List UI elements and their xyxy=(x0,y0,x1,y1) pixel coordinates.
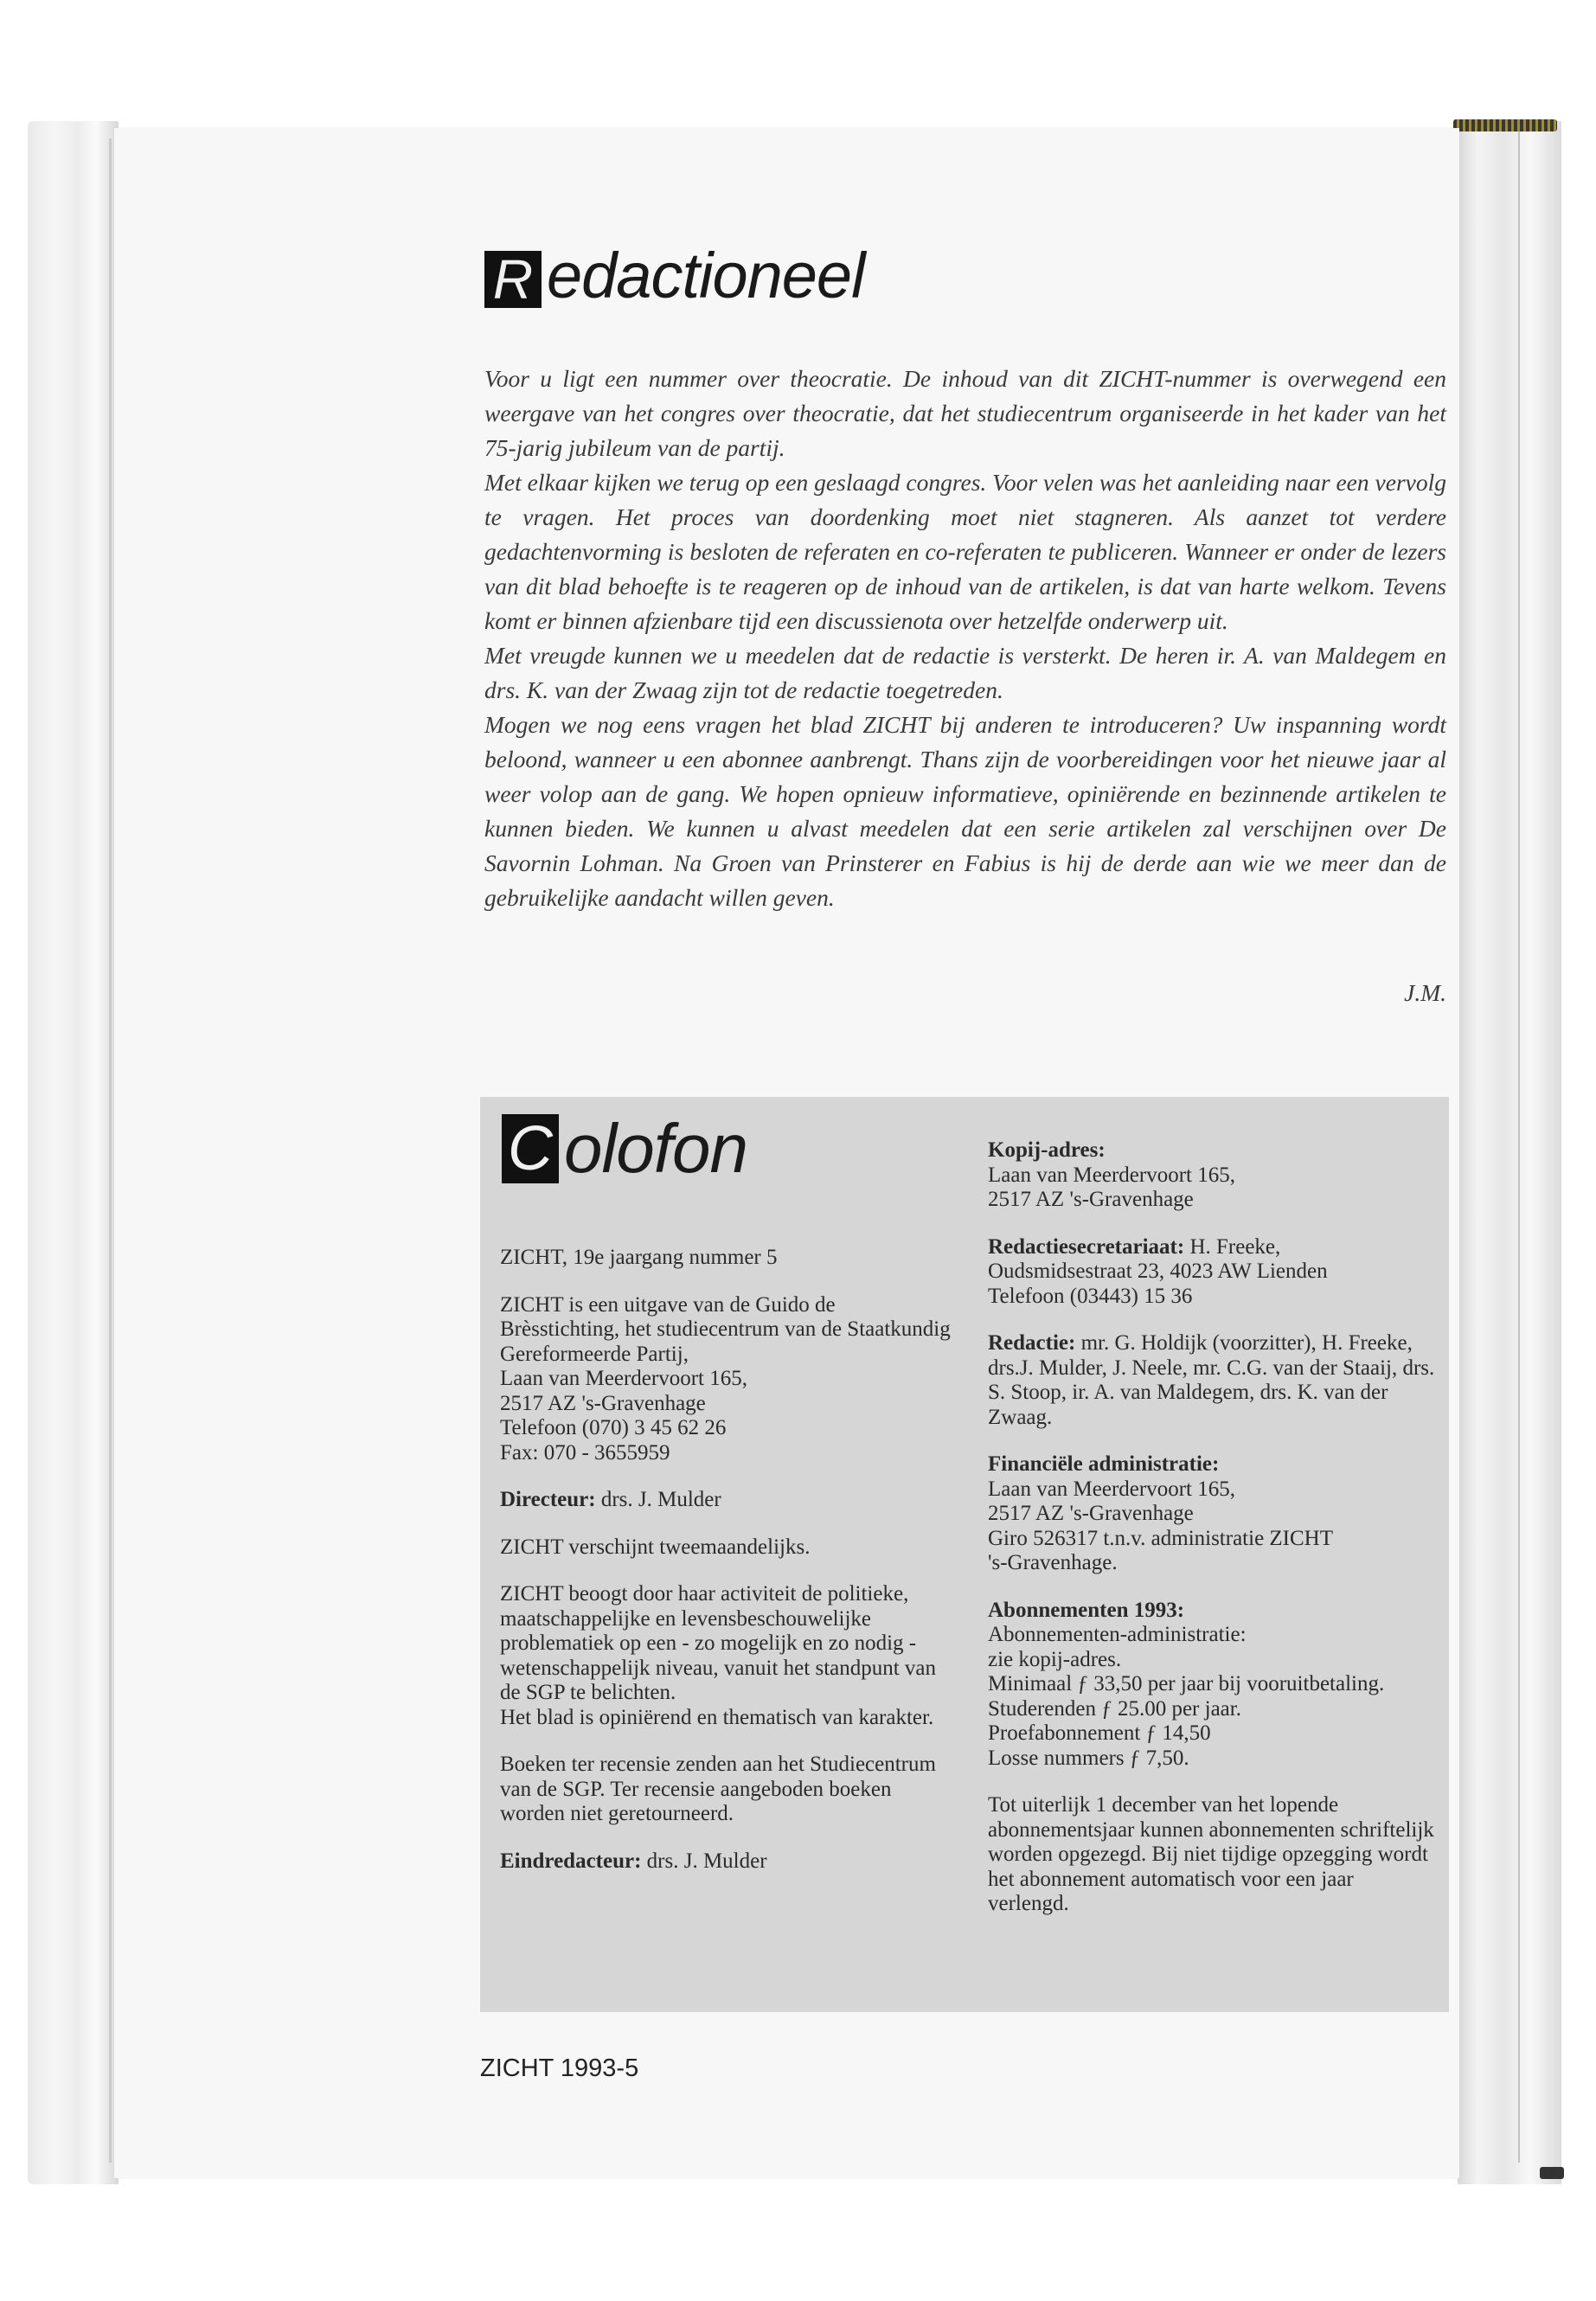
colofon-books: Boeken ter recensie zenden aan het Studiecentrum van de SGP. Ter recensie aangeboden boeken worden niet geretourneerd. xyxy=(500,1753,936,1825)
redactie-value: mr. G. Holdijk (voorzitter), H. Freeke, drs.J. Mulder, J. Neele, mr. C.G. van der Staaij, drs. S. Stoop, ir. A. van Maldegem, drs. K. van der Zwaag. xyxy=(988,1331,1435,1429)
director-label: Directeur: xyxy=(500,1488,596,1511)
subs-value: Abonnementen-administratie: zie kopij-adres. Minimaal ƒ 33,50 per jaar bij vooruitbetaling. Studerenden ƒ 25.00 per jaar. Proefabonnement ƒ 14,50 Losse nummers ƒ 7,50. xyxy=(988,1623,1385,1770)
binding-spine xyxy=(1453,119,1557,131)
redactie-label: Redactie: xyxy=(988,1331,1076,1355)
colofon-left-column xyxy=(500,1246,958,1896)
kopij-value: Laan van Meerdervoort 165, 2517 AZ 's-Gravenhage xyxy=(988,1163,1235,1211)
colofon-redactie xyxy=(988,1331,1438,1430)
redactioneel-title-rest: edactioneel xyxy=(547,240,865,311)
colofon-editor xyxy=(500,1849,958,1875)
page-stack-left-line xyxy=(109,138,112,2163)
editor-label: Eindredacteur: xyxy=(500,1849,642,1873)
colofon-publisher: ZICHT is een uitgave van de Guido de Brèsstichting, het studiecentrum van de Staatkundig Gereformeerde Partij, Laan van Meerdervoort 165, 2517 AZ 's-Gravenhage Telefoon (070) 3 45 62 26 Fax: 070 - 3655959 xyxy=(500,1292,951,1465)
editorial-signature: J.M. xyxy=(1404,979,1446,1006)
colofon-aim: ZICHT beoogt door haar activiteit de politieke, maatschappelijke en levensbeschouwelijke problematiek op een - zo mogelijk en zo nodig - wetenschappelijk niveau, vanuit het standpunt van de SGP te belichten. Het blad is opiniërend en thematisch van karakter. xyxy=(500,1582,937,1729)
colofon-finance xyxy=(988,1452,1438,1576)
editor-value: drs. J. Mulder xyxy=(641,1849,767,1873)
colofon-frequency: ZICHT verschijnt tweemaandelijks. xyxy=(500,1535,811,1559)
kopij-label: Kopij-adres: xyxy=(988,1138,1106,1162)
director-value: drs. J. Mulder xyxy=(595,1488,721,1511)
editorial-paragraph: Met vreugde kunnen we u meedelen dat de redactie is versterkt. De heren ir. A. van Maldegem en drs. K. van der Zwaag zijn tot de redactie toegetreden. xyxy=(484,642,1446,703)
colofon-title-rest: olofon xyxy=(564,1110,747,1187)
secretariat-label: Redactiesecretariaat: xyxy=(988,1234,1185,1259)
editorial-paragraph: Met elkaar kijken we terug op een geslaagd congres. Voor velen was het aanleiding naar een vervolg te vragen. Het proces van doordenking moet niet stagneren. Als aanzet tot verdere gedachtenvorming is besloten de referaten en co-referaten te publiceren. Wanneer er onder de lezers van dit blad behoefte is te reageren op de inhoud van de artikelen, is dat van harte welkom. Tevens komt er binnen afzienbare tijd een discussienota over hetzelfde onderwerp uit. xyxy=(484,469,1446,634)
colofon-right-column xyxy=(988,1138,1438,1939)
redactioneel-initial: R xyxy=(484,251,542,308)
secretariat-value: H. Freeke, Oudsmidsestraat 23, 4023 AW Lienden Telefoon (03443) 15 36 xyxy=(988,1234,1328,1308)
colofon-director xyxy=(500,1488,958,1513)
editorial-paragraph: Mogen we nog eens vragen het blad ZICHT bij anderen te introduceren? Uw inspanning wordt beloond, wanneer u een abonnee aanbrengt. Thans zijn de voorbereidingen voor het nieuwe jaar al weer volop aan de gang. We hopen opnieuw informatieve, opiniërende en bezinnende artikelen te kunnen bieden. We kunnen u alvast meedelen dat een serie artikelen zal verschijnen over De Savornin Lohman. Na Groen van Prinsterer en Fabius is hij de derde aan wie we meer dan de gebruikelijke aandacht willen geven. xyxy=(484,711,1446,911)
editorial-body xyxy=(484,362,1446,915)
subs-label: Abonnementen 1993: xyxy=(988,1598,1185,1622)
page-stack-left-edge xyxy=(28,121,119,2184)
colofon-initial: C xyxy=(502,1114,559,1183)
finance-label: Financiële administratie: xyxy=(988,1452,1220,1476)
page-stack-right-line xyxy=(1518,130,1520,2163)
colofon-secretariat xyxy=(988,1235,1438,1310)
binding-nub xyxy=(1540,2167,1564,2179)
colofon-issue: ZICHT, 19e jaargang nummer 5 xyxy=(500,1246,778,1269)
redactioneel-heading xyxy=(484,240,865,311)
page-stack-right-edge xyxy=(1458,121,1561,2184)
colofon-kopij xyxy=(988,1138,1438,1213)
colofon-heading xyxy=(502,1110,747,1187)
editorial-paragraph: Voor u ligt een nummer over theocratie. De inhoud van dit ZICHT-nummer is overwegend een weergave van het congres over theocratie, dat het studiecentrum organiseerde in het kader van het 75-jarig jubileum van de partij. xyxy=(484,365,1446,461)
page-footer: ZICHT 1993-5 xyxy=(480,2054,639,2082)
colofon-subscriptions xyxy=(988,1599,1438,1772)
finance-value: Laan van Meerdervoort 165, 2517 AZ 's-Gravenhage Giro 526317 t.n.v. administratie ZICHT 's-Gravenhage. xyxy=(988,1477,1334,1574)
colofon-cancellation: Tot uiterlijk 1 december van het lopende abonnementsjaar kunnen abonnementen schriftelijk worden opgezegd. Bij niet tijdige opzegging wordt het abonnement automatisch voor een jaar verlengd. xyxy=(988,1793,1434,1915)
